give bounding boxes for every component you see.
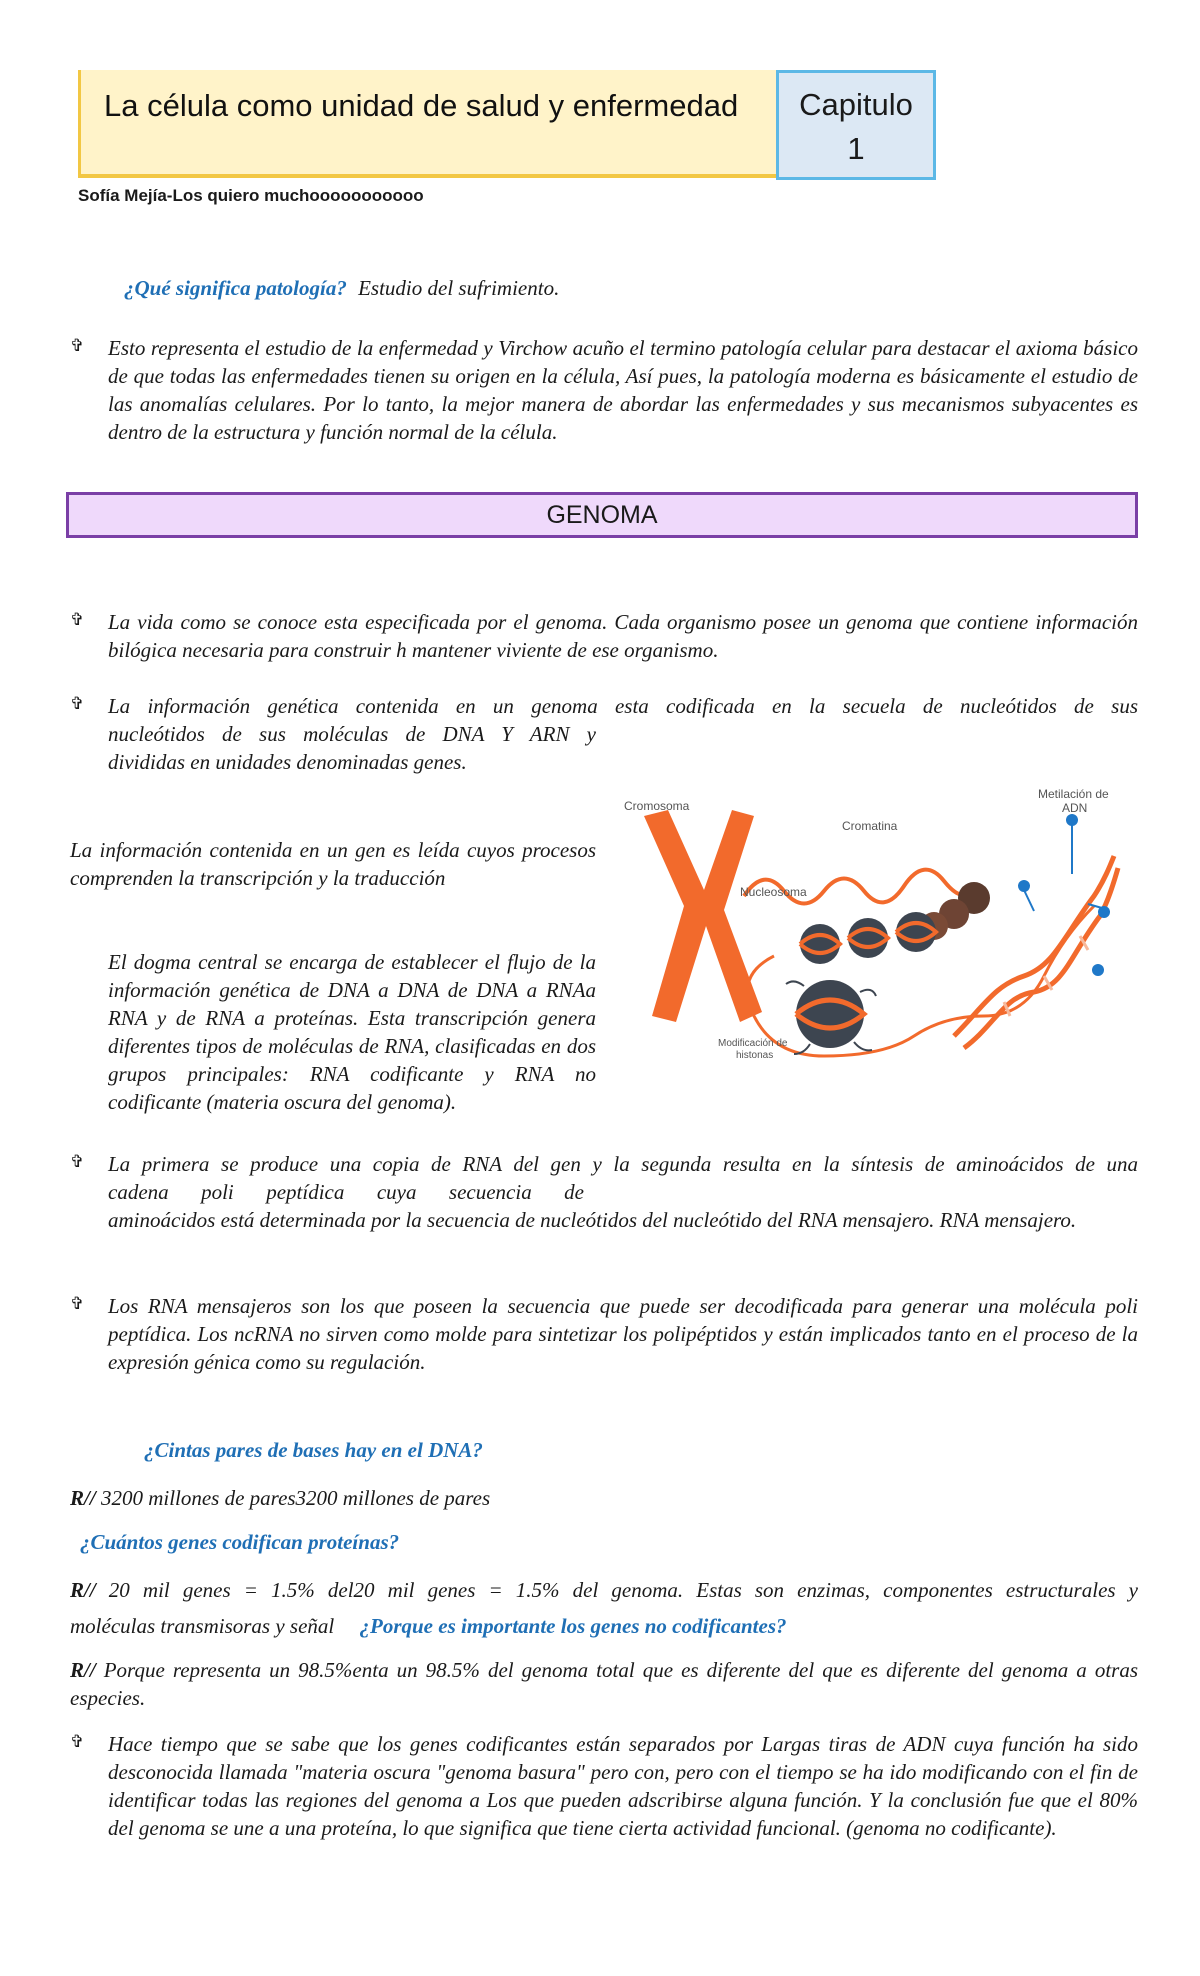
qa-question-1: ¿Cintas pares de bases hay en el DNA? — [144, 1438, 483, 1462]
qa-answer-2-text: 20 mil genes = 1.5% del20 mil genes = 1.5% del genoma. Estas son enzimas, componentes estructurales y — [108, 1578, 1138, 1602]
genoma-bullet-4 — [70, 1292, 1138, 1376]
cross-bullet-icon: ✞ — [70, 1732, 85, 1751]
cross-bullet-icon: ✞ — [70, 694, 85, 713]
genoma-bullet-2-line3: divididas en unidades denominadas genes. — [108, 750, 467, 774]
label-nucleosoma: Nucleosoma — [740, 885, 807, 899]
qa-answer-2 — [70, 1576, 1138, 1640]
label-cromatina: Cromatina — [842, 819, 898, 833]
chapter-badge — [776, 70, 936, 180]
label-metilacion-1: Metilación de — [1038, 787, 1109, 801]
cross-bullet-icon: ✞ — [70, 1294, 85, 1313]
genoma-bullet-2-line1: La información genética contenida en un genoma esta codificada en la secuela de nucleótidos de sus — [108, 694, 1138, 718]
qa-answer-label: R// — [70, 1578, 96, 1602]
chapter-number: 1 — [847, 131, 865, 166]
cross-bullet-icon: ✞ — [70, 1152, 85, 1171]
qa-answer-1-text: 3200 millones de pares3200 millones de pares — [100, 1486, 491, 1510]
qa-answer-2-line2 — [70, 1612, 1138, 1640]
genoma-bullet-3-rest: aminoácidos está determinada por la secuencia de nucleótidos del nucleótido del RNA mensajero. RNA mensajero. — [108, 1208, 1077, 1232]
cross-bullet-icon: ✞ — [70, 336, 85, 355]
author-line: Sofía Mejía-Los quiero muchooooooooooo — [78, 186, 424, 205]
qa-answer-3 — [70, 1656, 1138, 1712]
title-banner — [78, 70, 778, 178]
genoma-bullet-4-text: Los RNA mensajeros son los que poseen la secuencia que puede ser decodificada para generar una molécula poli peptídica. Los ncRNA no sirven como molde para sintetizar los polipéptidos y están implicados tanto en el proceso de la expresión génica como su regulación. — [108, 1294, 1138, 1374]
qa-question-2: ¿Cuántos genes codifican proteínas? — [80, 1530, 400, 1554]
chapter-label: Capitulo — [799, 87, 913, 122]
qa-answer-label: R// — [70, 1658, 96, 1682]
genoma-bullet-2 — [70, 692, 1138, 776]
genoma-bullet-3-line2: cadena poli peptídica cuya secuencia de — [108, 1180, 584, 1204]
qa-answer-1 — [70, 1484, 490, 1512]
qa-answer-2-line1 — [70, 1576, 1138, 1604]
genoma-bullet-3 — [70, 1150, 1138, 1234]
intro-answer: Estudio del sufrimiento. — [358, 276, 560, 300]
nucleosome-beads — [796, 912, 936, 1048]
label-modificacion-1: Modificación de — [718, 1038, 788, 1049]
gen-reading-paragraph: La información contenida en un gen es leída cuyos procesos comprenden la transcripción y la traducción — [70, 838, 596, 890]
genoma-bullet-1 — [70, 608, 1138, 664]
intro-question: ¿Qué significa patología? — [124, 276, 347, 300]
chromosome-shape — [644, 810, 762, 1022]
qa-answer-3-text: Porque representa un 98.5%enta un 98.5% del genoma total que es diferente del que es diferente del genoma a otras especies. — [70, 1658, 1139, 1710]
final-bullet — [70, 1730, 1138, 1842]
label-modificacion-2: histonas — [736, 1050, 774, 1061]
intro-question-line — [124, 274, 559, 302]
dogma-paragraph: El dogma central se encarga de establecer el flujo de la información genética de DNA a DNA de DNA a RNAa RNA y de RNA a proteínas. Esta transcripción genera diferentes tipos de moléculas de RNA, clasificadas en dos grupos principales: RNA codificante y RNA no codificante (materia oscura del genoma). — [108, 950, 596, 1114]
label-metilacion-2: ADN — [1062, 801, 1088, 815]
qa-answer-label: R// — [70, 1486, 96, 1510]
section-heading: GENOMA — [66, 492, 1138, 538]
qa-question-3: ¿Porque es importante los genes no codificantes? — [359, 1614, 787, 1638]
genoma-bullet-2-line2: nucleótidos de sus moléculas de DNA Y ARN y — [108, 722, 596, 746]
chromosome-figure — [624, 786, 1128, 1086]
intro-bullet-item — [70, 334, 1138, 446]
intro-bullet-text: Esto representa el estudio de la enfermedad y Virchow acuño el termino patología celular para destacar el axioma básico de que todas las enfermedades tienen su origen en la célula, Así pues, la patología moderna es básicamente el estudio de las anomalías celulares. Por lo tanto, la mejor manera de abordar las enfermedades y sus mecanismos subyacentes es dentro de la estructura y función normal de la célula. — [108, 336, 1138, 444]
genoma-bullet-1-text: La vida como se conoce esta especificada por el genoma. Cada organismo posee un genoma que contiene información bilógica necesaria para construir h mantener viviente de ese organismo. — [108, 610, 1138, 662]
page-title: La célula como unidad de salud y enfermedad — [104, 88, 739, 123]
cross-bullet-icon: ✞ — [70, 610, 85, 629]
genoma-bullet-3-line1: La primera se produce una copia de RNA del gen y la segunda resulta en la síntesis de aminoácidos de una — [108, 1152, 1138, 1176]
label-cromosoma: Cromosoma — [624, 799, 690, 813]
qa-answer-2-cont: moléculas transmisoras y señal — [70, 1614, 335, 1638]
final-bullet-text: Hace tiempo que se sabe que los genes codificantes están separados por Largas tiras de ADN cuya función ha sido desconocida llamada "materia oscura "genoma basura" pero con, pero con el tiempo se ha ido modificando con el fin de identificar todas las regiones del genoma a Los que pueden adscribirse alguna función. Y la conclusión fue que el 80% del genoma se une a una proteína, lo que significa que tiene cierta actividad funcional. (genoma no codificante). — [108, 1732, 1138, 1840]
